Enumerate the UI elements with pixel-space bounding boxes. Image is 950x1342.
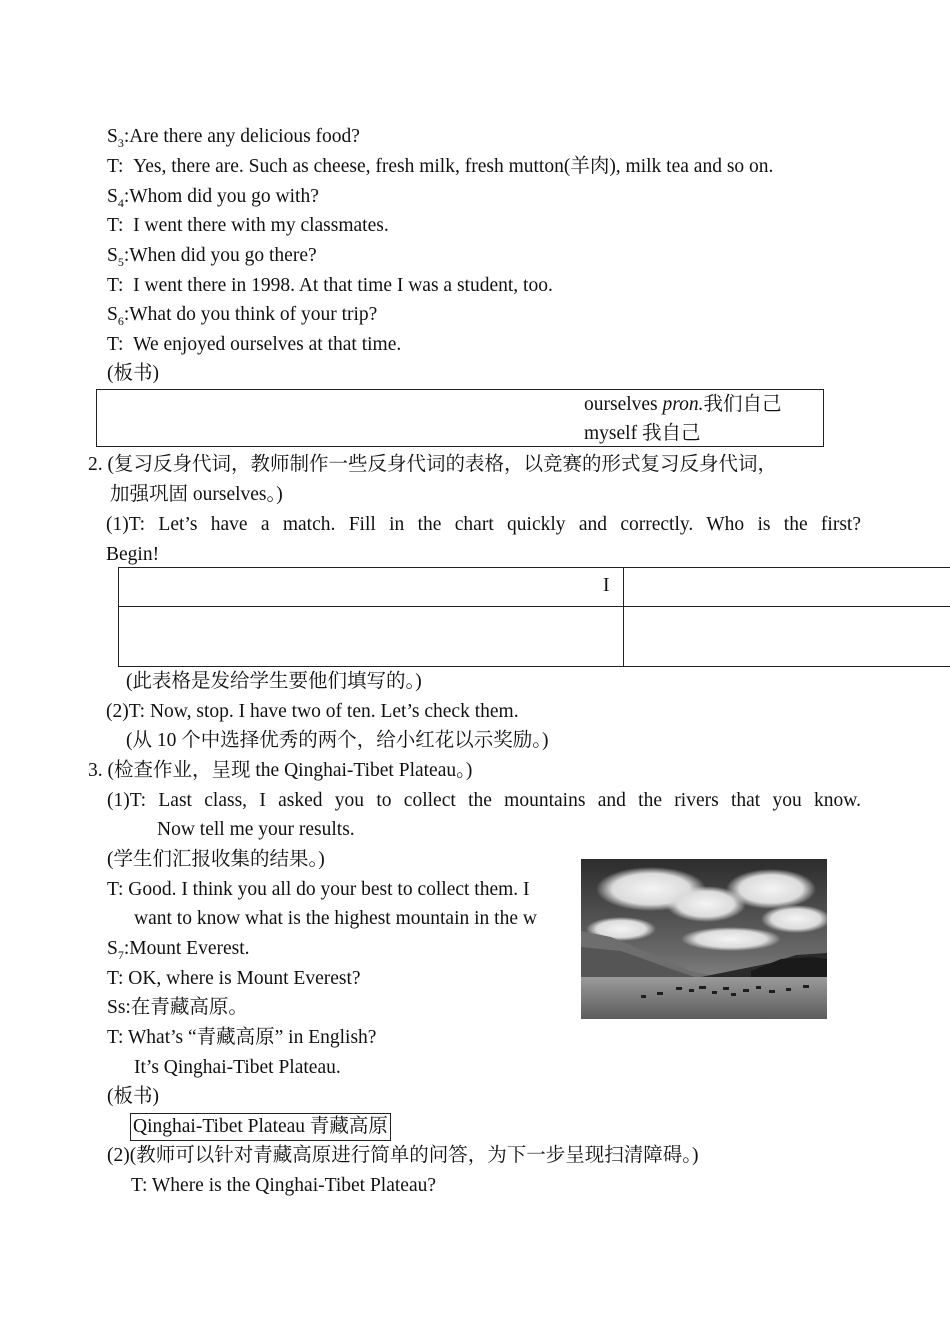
step-3-question-2: (2)(教师可以针对青藏高原进行简单的问答，为下一步呈现扫清障碍。) [107,1145,699,1166]
dialog-line: T: Where is the Qinghai-Tibet Plateau? [131,1175,437,1196]
step-3-question-1: (1)T: Last class, I asked you to collect the mountains and the rivers that you know. [107,790,861,811]
dialog-line: $S_6:What$ do you think of your trip? [107,304,378,328]
blackboard-box [96,389,824,447]
dialog-line: T: OK, where is Mount Everest? [107,968,361,989]
blackboard-word-box: Qinghai-Tibet Plateau 青藏高原 [130,1113,391,1141]
pronoun-chart [118,567,950,667]
table-divider [119,606,950,607]
dialog-line: $S_3:Are$ there any delicious food? [107,126,360,150]
dialog-line: $S_5:When$ did you go there? [107,245,317,269]
note: (从 10 个中选择优秀的两个，给小红花以示奖励。) [126,730,549,751]
plateau-photo-svg [581,859,827,1019]
step-2-question-2: (2)T: Now, stop. I have two of ten. Let’s check them. [106,701,519,722]
step-2-question-1-cont: Begin! [106,544,160,565]
dialog-line: T: I went there in 1998. At that time I was a student, too. [107,275,553,296]
dialog-line: T: Good. I think you all do your best to collect them. I [107,879,530,900]
dialog-line: T: We enjoyed ourselves at that time. [107,334,402,355]
dialog-line: T: What’s “青藏高原” in English? [107,1027,377,1048]
note: (学生们汇报收集的结果。) [107,849,325,870]
step-3-question-1-cont: Now tell me your results. [157,819,355,840]
board-line: ourselves pron.我们自己 [584,394,782,415]
table-cell-pronoun: I [603,575,610,596]
dialog-line: T: I went there with my classmates. [107,215,389,236]
dialog-line: It’s Qinghai-Tibet Plateau. [134,1057,341,1078]
note: (此表格是发给学生要他们填写的。) [126,671,422,692]
step-2-heading-cont: 加强巩固 ourselves。) [110,484,283,505]
board-label: (板书) [107,1086,159,1107]
dialog-line: $S_7:Mount$ Everest. [107,938,250,962]
dialog-line: T: Yes, there are. Such as cheese, fresh milk, fresh mutton(羊肉), milk tea and so on. [107,156,774,177]
dialog-line: $S_4:Whom$ did you go with? [107,186,319,210]
step-2-heading: 2. (复习反身代词，教师制作一些反身代词的表格，以竞赛的形式复习反身代词， [88,454,777,475]
plateau-landscape-photo [581,859,827,1019]
board-line: myself 我自己 [584,423,701,444]
board-label: (板书) [107,363,159,384]
dialog-line: want to know what is the highest mountain in the w [134,908,537,929]
dialog-line: Ss:在青藏高原。 [107,997,248,1018]
step-3-heading: 3. (检查作业，呈现 the Qinghai-Tibet Plateau。) [88,760,473,781]
step-2-question-1: (1)T: Let’s have a match. Fill in the chart quickly and correctly. Who is the first? [106,514,861,535]
table-divider [623,568,624,666]
